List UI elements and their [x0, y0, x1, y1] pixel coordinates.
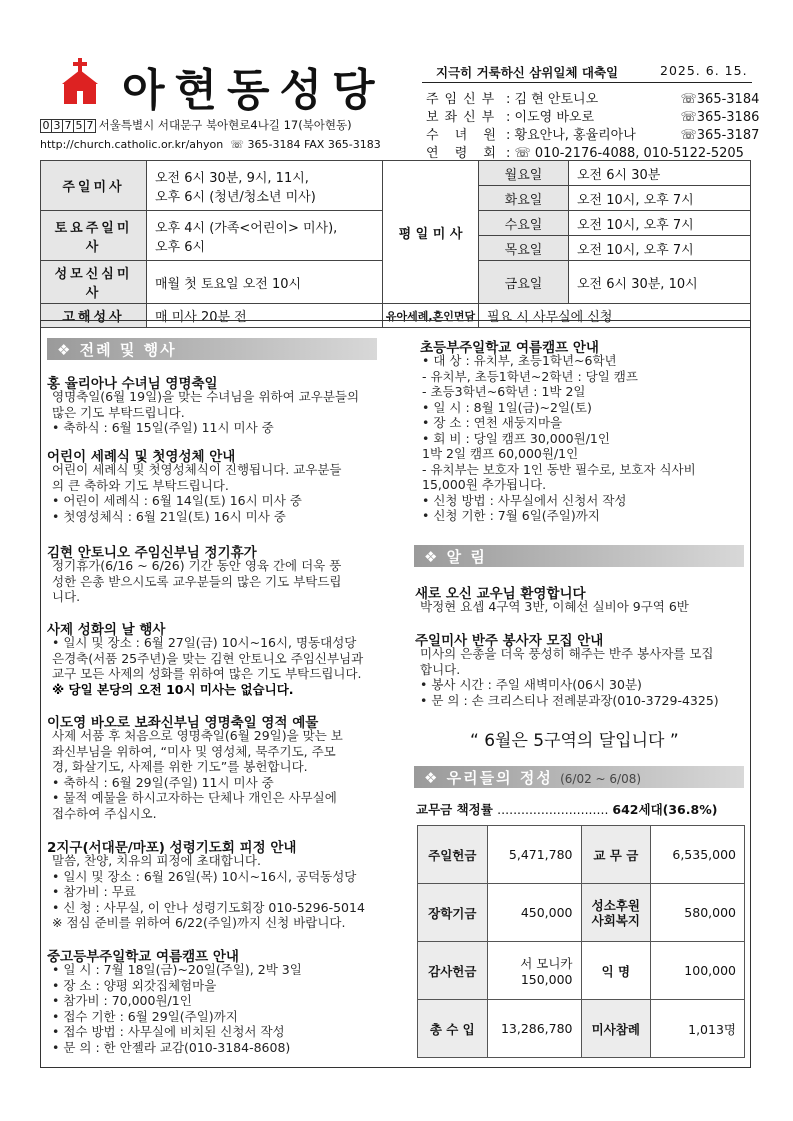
saturday-time-line: 오후 4시 (가족<어린이> 미사), [155, 220, 338, 236]
body-line: - 초등3학년~6학년 : 1박 2일 [422, 384, 586, 399]
article-title: 중고등부주일학교 여름캠프 안내 [47, 949, 239, 965]
staff-role: 연 령 회 [426, 146, 502, 161]
offering-label: 총 수 입 [418, 1000, 488, 1058]
body-line: 은경축(서품 25주년)을 맞는 김현 안토니오 주임신부님과 [52, 650, 364, 666]
phone-icon: ☏ [680, 110, 697, 125]
staff-phone: 010-2176-4088, 010-5122-5205 [534, 146, 744, 161]
staff-phone: 365-3186 [696, 110, 760, 125]
weekday-mass-label: 평 일 미 사 [383, 161, 479, 304]
body-line: • 신청 방법 : 사무실에서 신청서 작성 [422, 492, 627, 508]
article-body [52, 962, 302, 1055]
body-line: 1박 2일 캠프 60,000원/1인 [422, 446, 579, 461]
article-body [52, 558, 342, 605]
district-month-quote: “ 6월은 5구역의 달입니다 ” [470, 731, 679, 751]
body-line: 교구 모든 사제의 성화를 위하여 많은 기도 부탁드립니다. [52, 666, 362, 681]
address-text: 서울특별시 서대문구 북아현로4나길 17(북아현동) [98, 118, 352, 132]
body-line: • 신청 기한 : 7월 6일(주일)까지 [422, 508, 600, 523]
dot-leader: ............................ [497, 802, 613, 817]
header-divider [422, 82, 752, 83]
zip-digit: 7 [84, 119, 96, 133]
mass-schedule-table [40, 160, 751, 328]
phone-icon: ☏ [226, 138, 244, 151]
baptism-label: 유아세례,혼인면담 [383, 304, 479, 328]
feast-title: 지극히 거룩하신 삼위일체 대축일 [436, 65, 619, 80]
offering-value: 서 모니카 150,000 [487, 942, 581, 1000]
weekday-time: 오전 10시, 오후 7시 [569, 236, 751, 261]
body-line: • 축하식 : 6월 29일(주일) 11시 미사 중 [52, 774, 274, 790]
zip-code [40, 118, 95, 133]
offering-label: 주일헌금 [418, 826, 488, 884]
confession-label: 고해성사 [41, 304, 147, 328]
tithe-rate-line [416, 800, 717, 818]
confession-time: 매 미사 20분 전 [147, 304, 383, 328]
weekday-day: 목요일 [479, 236, 569, 261]
body-line: • 장 소 : 양평 외갓집체험마을 [52, 977, 217, 993]
sunday-mass-times [147, 161, 383, 211]
article-title: 사제 성화의 날 행사 [47, 622, 166, 638]
body-line: 접수하여 주십시오. [52, 805, 157, 821]
body-line: 영명축일(6월 19일)을 맞는 수녀님을 위하여 교우분들의 [52, 389, 360, 404]
tel-fax: 365-3184 FAX 365-3183 [247, 138, 381, 151]
baptism-value: 필요 시 사무실에 신청 [479, 304, 751, 328]
zip-digit: 3 [51, 119, 63, 133]
body-line: 많은 기도 부탁드립니다. [52, 404, 185, 420]
body-line: • 참가비 : 무료 [52, 884, 136, 899]
body-line: ※ 점심 준비를 위하여 6/22(주일)까지 신청 바랍니다. [52, 915, 346, 930]
mass-cancel-note: ※ 당일 본당의 오전 10시 미사는 없습니다. [52, 681, 294, 697]
article-body [52, 853, 365, 931]
article-title: 홍 율리아나 수녀님 영명축일 [47, 376, 218, 392]
staff-phone: 365-3184 [696, 92, 760, 107]
offering-value: 450,000 [487, 884, 581, 942]
staff-role: 주임신부 [426, 92, 501, 107]
body-line: 말씀, 찬양, 치유의 피정에 초대합니다. [52, 853, 261, 868]
liturgy-section-header: ❖ 전례 및 행사 [47, 338, 377, 360]
body-line: • 문 의 : 한 안젤라 교감(010-3184-8608) [52, 1039, 291, 1055]
article-body [52, 635, 363, 697]
offering-label: 익 명 [581, 942, 651, 1000]
body-line: 니다. [52, 589, 81, 604]
saturday-mass-times [147, 211, 383, 261]
staff-name: 이도영 바오로 [514, 110, 594, 125]
offering-value: 5,471,780 [487, 826, 581, 884]
staff-row: 주임신부 : 김 현 안토니오 ☏365-3184 [426, 88, 759, 107]
offering-title: ❖ 우리들의 정성 [424, 769, 553, 787]
article-body [52, 389, 359, 436]
offering-section-header [414, 766, 744, 788]
saturday-time-line: 오후 6시 [155, 239, 206, 255]
body-line: 박정현 요셉 4구역 3반, 이혜선 실비아 9구역 6반 [420, 599, 689, 614]
offering-table [417, 825, 745, 1058]
offering-label: 교 무 금 [581, 826, 651, 884]
article-title: 새로 오신 교우님 환영합니다 [415, 586, 586, 602]
body-line: 합니다. [420, 661, 461, 677]
offering-value: 13,286,780 [487, 1000, 581, 1058]
body-line: • 일 시 : 7월 18일(금)~20일(주일), 2박 3일 [52, 962, 302, 977]
body-line: • 문 의 : 손 크리스티나 전례분과장(010-3729-4325) [420, 692, 719, 708]
body-line: • 장 소 : 연천 새둥지마을 [422, 415, 563, 430]
staff-role: 보좌신부 [426, 110, 501, 125]
tithe-value: 642세대(36.8%) [612, 802, 718, 817]
body-line: • 대 상 : 유치부, 초등1학년~6학년 [422, 353, 617, 368]
article-title: 이도영 바오로 보좌신부님 영명축일 영적 예물 [47, 715, 319, 731]
staff-row: 수 녀 원 : 황요안나, 홍율리아나 ☏365-3187 [426, 124, 759, 143]
body-line: - 유치부, 초등1학년~2학년 : 당일 캠프 [422, 368, 638, 384]
article-title: 초등부주일학교 여름캠프 안내 [420, 340, 599, 356]
body-line: 의 큰 축하와 기도 부탁드립니다. [52, 477, 229, 493]
zip-digit: 5 [73, 119, 85, 133]
offering-period: (6/02 ~ 6/08) [560, 772, 642, 786]
staff-phone: 365-3187 [696, 128, 760, 143]
offering-label: 성소후원 사회복지 [581, 884, 651, 942]
article-body [52, 728, 343, 821]
body-line: 정기휴가(6/16 ~ 6/26) 기간 동안 영육 간에 더욱 풍 [52, 558, 342, 573]
tithe-label: 교무금 책정률 [416, 802, 493, 817]
body-line: • 회 비 : 당일 캠프 30,000원/1인 [422, 430, 610, 446]
body-line: • 일시 및 장소 : 6월 27일(금) 10시~16시, 명동대성당 [52, 635, 357, 650]
staff-row: 보좌신부 : 이도영 바오로 ☏365-3186 [426, 106, 759, 125]
article-title: 주일미사 반주 봉사자 모집 안내 [415, 633, 604, 649]
phone-icon: ☏ [680, 92, 697, 107]
body-line: • 접수 기한 : 6월 29일(주일)까지 [52, 1008, 238, 1024]
sunday-mass-label: 주일미사 [41, 161, 147, 211]
zip-digit: 7 [62, 119, 74, 133]
church-name: 아현동성당 [122, 65, 385, 116]
body-line: • 신 청 : 사무실, 이 안나 성령기도회장 010-5296-5014 [52, 899, 365, 915]
weekday-time: 오전 10시, 오후 7시 [569, 211, 751, 236]
church-url[interactable]: http://church.catholic.or.kr/ahyon [40, 138, 224, 151]
staff-name: 김 현 안토니오 [514, 92, 599, 107]
article-body [420, 599, 689, 615]
bulletin-date: 2025. 6. 15. [660, 63, 748, 78]
offering-value: 580,000 [651, 884, 745, 942]
body-line: 미사의 은총을 더욱 풍성히 해주는 반주 봉사자를 모집 [420, 646, 714, 661]
offering-value: 100,000 [651, 942, 745, 1000]
body-line: • 일 시 : 8월 1일(금)~2일(토) [422, 399, 592, 415]
body-line: 어린이 세례식 및 첫영성체식이 진행됩니다. 교우분들 [52, 462, 342, 477]
body-line: • 참가비 : 70,000원/1인 [52, 993, 192, 1008]
phone-icon: ☏ [680, 128, 697, 143]
heart-mass-label: 성모신심미사 [41, 261, 147, 304]
body-line: • 접수 방법 : 사무실에 비치된 신청서 작성 [52, 1024, 285, 1039]
address-line [40, 117, 352, 133]
body-line: 사제 서품 후 처음으로 영명축일(6월 29일)을 맞는 보 [52, 728, 343, 743]
article-title: 2지구(서대문/마포) 성령기도회 피정 안내 [47, 840, 297, 856]
staff-row: 연 령 회 : ☏ 010-2176-4088, 010-5122-5205 [426, 142, 744, 161]
notice-section-header: ❖ 알 림 [414, 545, 744, 567]
body-line: • 축하식 : 6월 15일(주일) 11시 미사 중 [52, 420, 274, 435]
heart-mass-time: 매월 첫 토요일 오전 10시 [147, 261, 383, 304]
sunday-time-line: 오전 6시 30분, 9시, 11시, [155, 170, 309, 186]
offering-value: 6,535,000 [651, 826, 745, 884]
offering-label: 미사참례 [581, 1000, 651, 1058]
article-title: 어린이 세례식 및 첫영성체 안내 [47, 449, 236, 465]
article-body [52, 462, 342, 524]
body-line: • 일시 및 장소 : 6월 26일(목) 10시~16시, 공덕동성당 [52, 868, 357, 884]
church-logo-icon [60, 58, 100, 104]
article-title: 김현 안토니오 주임신부님 정기휴가 [47, 545, 257, 561]
weekday-time: 오전 6시 30분, 10시 [569, 261, 751, 304]
body-line: 성한 은총 받으시도록 교우분들의 많은 기도 부탁드립 [52, 573, 342, 589]
article-body [422, 353, 696, 524]
staff-role: 수 녀 원 [426, 128, 502, 143]
zip-digit: 0 [40, 119, 52, 133]
offering-value: 1,013명 [651, 1000, 745, 1058]
offering-label: 장학기금 [418, 884, 488, 942]
staff-name: 황요안나, 홍율리아나 [514, 128, 636, 143]
phone-icon: ☏ [514, 146, 535, 161]
weekday-day: 수요일 [479, 211, 569, 236]
body-line: • 물적 예물을 하시고자하는 단체나 개인은 사무실에 [52, 790, 337, 805]
weekday-day: 월요일 [479, 161, 569, 186]
saturday-mass-label: 토요주일미사 [41, 211, 147, 261]
body-line: - 유치부는 보호자 1인 동반 필수로, 보호자 식사비 [422, 461, 696, 477]
article-body [420, 646, 719, 708]
sunday-time-line: 오후 6시 (청년/청소년 미사) [155, 189, 316, 205]
weekday-day: 화요일 [479, 186, 569, 211]
offering-label: 감사헌금 [418, 942, 488, 1000]
contact-line [40, 138, 381, 151]
body-line: • 어린이 세례식 : 6월 14일(토) 16시 미사 중 [52, 493, 302, 508]
body-line: • 봉사 시간 : 주일 새벽미사(06시 30분) [420, 677, 642, 692]
weekday-time: 오전 10시, 오후 7시 [569, 186, 751, 211]
body-line: • 첫영성체식 : 6월 21일(토) 16시 미사 중 [52, 508, 286, 524]
body-line: 좌신부님을 위하여, “미사 및 영성체, 묵주기도, 주모 [52, 743, 336, 759]
weekday-time: 오전 6시 30분 [569, 161, 751, 186]
body-line: 경, 화살기도, 사제를 위한 기도”를 봉헌합니다. [52, 759, 308, 774]
weekday-day: 금요일 [479, 261, 569, 304]
body-line: 15,000원 추가됩니다. [422, 477, 547, 492]
